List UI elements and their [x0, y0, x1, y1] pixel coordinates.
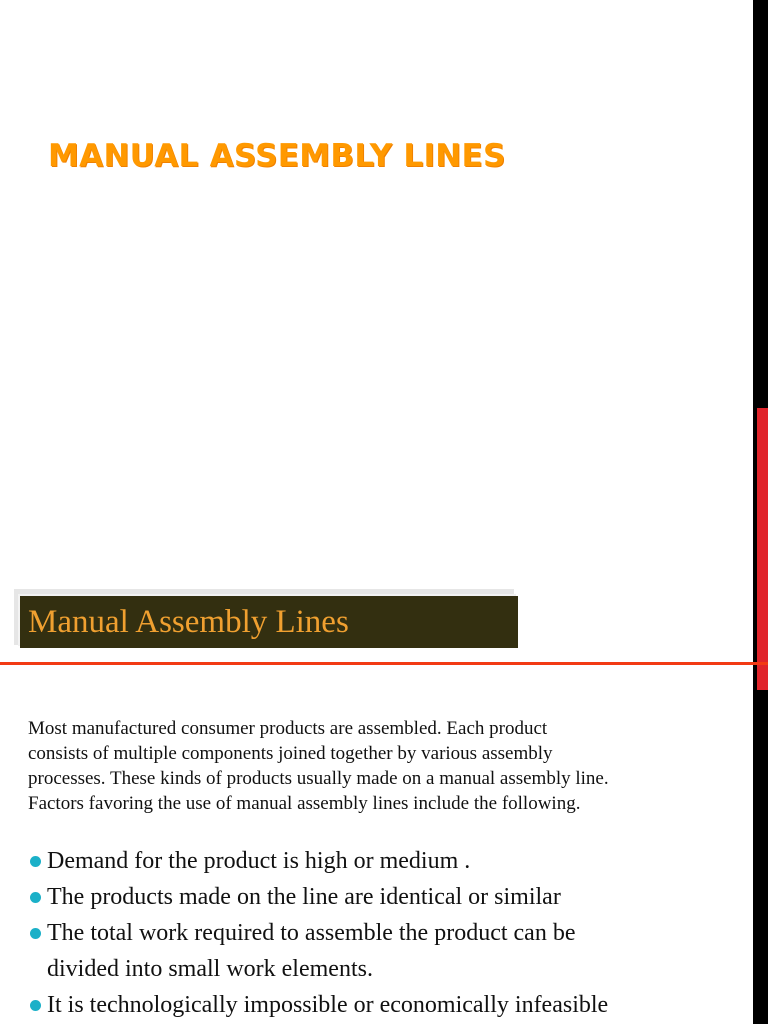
- intro-line: Factors favoring the use of manual assembly lines include the following.: [28, 793, 581, 814]
- bullet-list: [30, 843, 750, 1023]
- bullet-text: The total work required to assemble the product can be: [47, 920, 576, 946]
- bullet-text: It is technologically impossible or economically infeasible: [47, 992, 609, 1018]
- bullet-dot-icon: [30, 892, 41, 903]
- slide-title: MANUAL ASSEMBLY LINES: [48, 138, 506, 174]
- bullet-dot-icon: [30, 1000, 41, 1011]
- bullet-item: [30, 843, 750, 879]
- bullet-dot-icon: [30, 856, 41, 867]
- bullet-item: [30, 915, 750, 987]
- bullet-dot-icon: [30, 928, 41, 939]
- section-title-bar: [20, 596, 518, 648]
- intro-line: processes. These kinds of products usually made on a manual assembly line.: [28, 768, 609, 789]
- section-title: Manual Assembly Lines: [28, 604, 349, 640]
- right-edge-accent: [757, 408, 768, 690]
- bullet-item: [30, 879, 750, 915]
- bullet-text: Demand for the product is high or medium .: [47, 848, 471, 874]
- intro-paragraph: [28, 716, 728, 816]
- intro-line: consists of multiple components joined together by various assembly: [28, 743, 553, 764]
- bullet-text: The products made on the line are identical or similar: [47, 884, 561, 910]
- divider-rule: [0, 662, 768, 665]
- intro-line: Most manufactured consumer products are assembled. Each product: [28, 718, 548, 739]
- bullet-item: [30, 987, 750, 1023]
- bullet-text: divided into small work elements.: [47, 956, 373, 982]
